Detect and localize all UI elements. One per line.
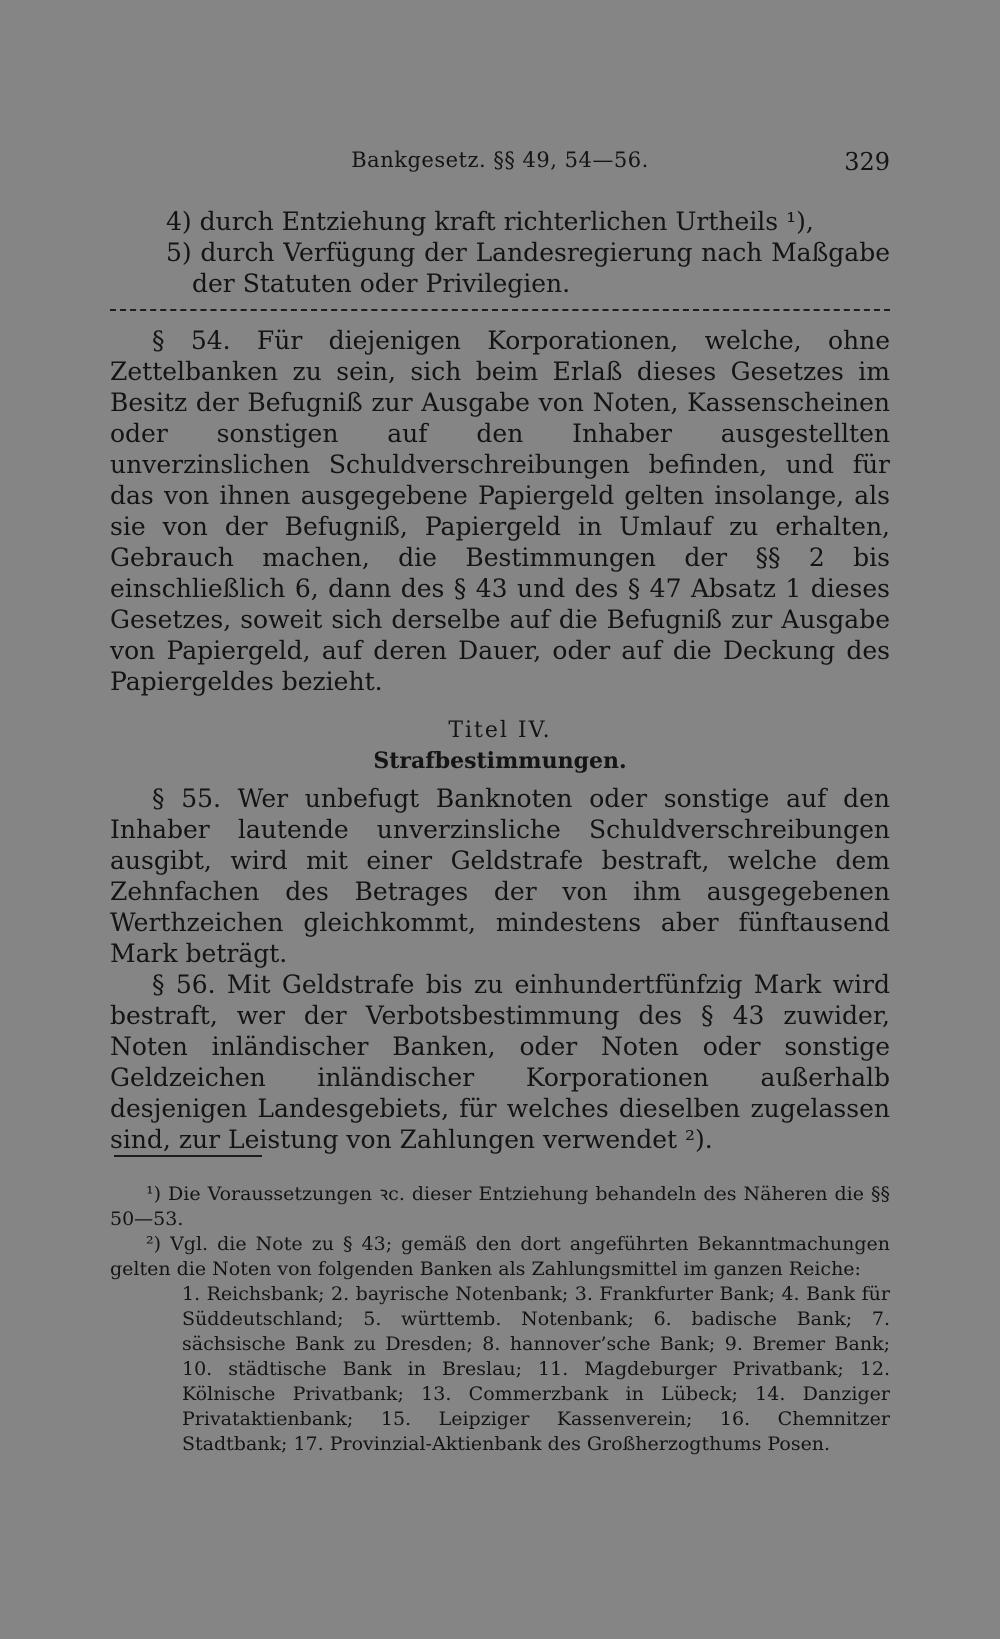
section-56: § 56. Mit Geldstrafe bis zu einhundertfünfzig Mark wird bestraft, wer der Verbotsbestimmung des § 43 zuwider, Noten inländischer Banken, oder Noten oder sonstige Geldzeichen inländischer Korporationen außerhalb desjenigen Landesgebiets, für welches dieselben zugelassen sind, zur Leistung von Zahlungen verwendet ²).: [110, 970, 890, 1154]
footnote-2-bank-list: 1. Reichsbank; 2. bayrische Notenbank; 3. Frankfurter Bank; 4. Bank für Süddeutschland; 5. württemb. Notenbank; 6. badische Bank; 7. sächsische Bank zu Dresden; 8. hannover’sche Bank; 9. Bremer Bank; 10. städtische Bank in Breslau; 11. Magdeburger Privatbank; 12. Kölnische Privatbank; 13. Commerzbank in Lübeck; 14. Danziger Privataktienbank; 15. Leipziger Kassenverein; 16. Chemnitzer Stadtbank; 17. Provinzial-Aktienbank des Großherzogthums Posen.: [182, 1283, 890, 1455]
title-number: Titel IV.: [448, 718, 552, 743]
footnote-1: ¹) Die Voraussetzungen ꝛc. dieser Entziehung behandeln des Näheren die §§ 50—53.: [110, 1183, 890, 1230]
running-title: Bankgesetz. §§ 49, 54—56.: [351, 148, 649, 172]
main-text: [110, 206, 890, 1155]
title-heading: Strafbestimmungen.: [373, 748, 627, 774]
footnote-2: ²) Vgl. die Note zu § 43; gemäß den dort angeführten Bekanntmachungen gelten die Noten von folgenden Banken als Zahlungsmittel im ganzen Reiche:: [110, 1233, 890, 1280]
footnotes: [110, 1182, 890, 1457]
footnote-separator: [114, 1155, 262, 1157]
dashed-separator: [110, 309, 890, 311]
section-55: § 55. Wer unbefugt Banknoten oder sonstige auf den Inhaber lautende unverzinsliche Schuldverschreibungen ausgibt, wird mit einer Geldstrafe bestraft, welche dem Zehnfachen des Betrages der von ihm ausgegebenen Werthzeichen gleichkommt, mindestens aber fünftausend Mark beträgt.: [110, 784, 890, 968]
section-54: § 54. Für diejenigen Korporationen, welche, ohne Zettelbanken zu sein, sich beim Erlaß dieses Gesetzes im Besitz der Befugniß zur Ausgabe von Noten, Kassenscheinen oder sonstigen auf den Inhaber ausgestellten unverzinslichen Schuldverschreibungen befinden, und für das von ihnen ausgegebene Papiergeld gelten insolange, als sie von der Befugniß, Papiergeld in Umlauf zu erhalten, Gebrauch machen, die Bestimmungen der §§ 2 bis einschließlich 6, dann des § 43 und des § 47 Absatz 1 dieses Gesetzes, soweit sich derselbe auf die Befugniß zur Ausgabe von Papiergeld, auf deren Dauer, oder auf die Deckung des Papiergeldes bezieht.: [110, 326, 890, 696]
page-number: 329: [844, 148, 890, 176]
list-item: 5) durch Verfügung der Landesregierung nach Maßgabe der Statuten oder Privilegien.: [166, 238, 890, 298]
list-item: 4) durch Entziehung kraft richterlichen Urtheils ¹),: [166, 207, 814, 236]
page-header: [110, 148, 890, 180]
